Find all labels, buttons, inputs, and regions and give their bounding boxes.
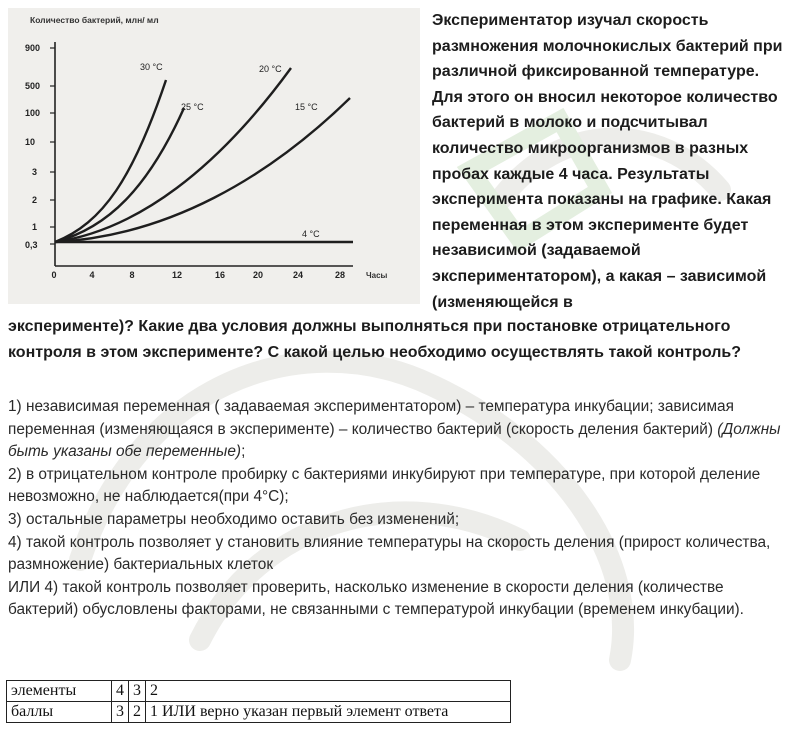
y-tick-label: 900 (25, 43, 41, 53)
table-cell: элементы (7, 681, 112, 702)
y-tick-label: 0,3 (25, 240, 38, 250)
series-label: 4 °C (302, 229, 320, 239)
answer-key (8, 396, 798, 622)
x-tick-label: 16 (214, 270, 226, 280)
x-axis-title: Часы (366, 271, 388, 280)
y-tick-label: 1 (32, 222, 38, 232)
answer-item-2: 2) в отрицательном контроле пробирку с бактериями инкубируют при температуре, при которой деление невозможно, не наблюдается(при 4°С); (8, 465, 761, 506)
x-tick-label: 8 (129, 270, 135, 280)
answer-item-1 (8, 396, 798, 464)
table-row (7, 702, 511, 723)
y-tick-label: 100 (25, 108, 41, 118)
table-cell: 1 ИЛИ верно указан первый элемент ответа (146, 702, 511, 723)
answer-note: (Должны быть указаны обе переменные) (8, 420, 781, 461)
table-cell: баллы (7, 702, 112, 723)
x-tick-label: 20 (252, 270, 264, 280)
answer-punct: ; (241, 443, 246, 461)
x-tick-label: 12 (171, 270, 183, 280)
x-tick-label: 0 (51, 270, 57, 280)
y-tick-label: 2 (32, 195, 38, 205)
table-cell: 2 (129, 702, 146, 723)
series-line-15c (55, 98, 350, 242)
x-tick-label: 4 (89, 270, 95, 280)
question-text-bottom: эксперименте)? Какие два условия должны выполняться при постановке отрицательного контроля в этом эксперименте? С какой целью необходимо осуществлять такой контроль? (8, 318, 742, 361)
y-tick-label: 3 (32, 167, 38, 177)
table-row (7, 681, 511, 702)
y-tick-label: 10 (25, 137, 36, 147)
table-cell: 3 (112, 702, 129, 723)
series-label: 15 °C (295, 102, 318, 112)
series-line-30c (55, 80, 166, 242)
x-tick-label: 28 (334, 270, 346, 280)
answer-text: 1) независимая переменная ( задаваемая экспериментатором) – температура инкубации; зависимая переменная (изменяющаяся в эксперименте) – количество бактерий (скорость деления бактерий) (8, 398, 734, 438)
series-label: 25 °C (181, 102, 204, 112)
question-text-top: Экспериментатор изучал скорость размножения молочнокислых бактерий при различной фиксированной температуре. Для этого он вносил некоторое количество бактерий в молоко и подсчитывал количество микроорганизмов в разных пробах каждые 4 часа. Результаты эксперимента показаны на графике. Какая переменная в этом эксперименте будет независимой (задаваемой экспериментатором), а какая – зависимой (изменяющейся в (432, 12, 783, 311)
answer-item-3: 3) остальные параметры необходимо оставить без изменений; (8, 510, 460, 528)
x-tick-label: 24 (292, 270, 304, 280)
series-label: 20 °C (259, 64, 282, 74)
table-cell: 4 (112, 681, 129, 702)
y-tick-label: 500 (25, 81, 41, 91)
bacteria-growth-chart (8, 8, 420, 304)
y-axis-title: Количество бактерий, млн/ мл (30, 15, 159, 25)
series-label: 30 °C (140, 62, 163, 72)
table-cell: 2 (146, 681, 511, 702)
scoring-table (6, 680, 511, 723)
table-cell: 3 (129, 681, 146, 702)
answer-item-4: 4) такой контроль позволяет у становить влияние температуры на скорость деления (прирост количества, размножение) бактериальных клеток (8, 533, 771, 574)
answer-item-4-alt: ИЛИ 4) такой контроль позволяет проверить, насколько изменение в скорости деления (количестве бактерий) обусловлены факторами, не связанными с температурой инкубации (временем инкубации). (8, 578, 744, 619)
